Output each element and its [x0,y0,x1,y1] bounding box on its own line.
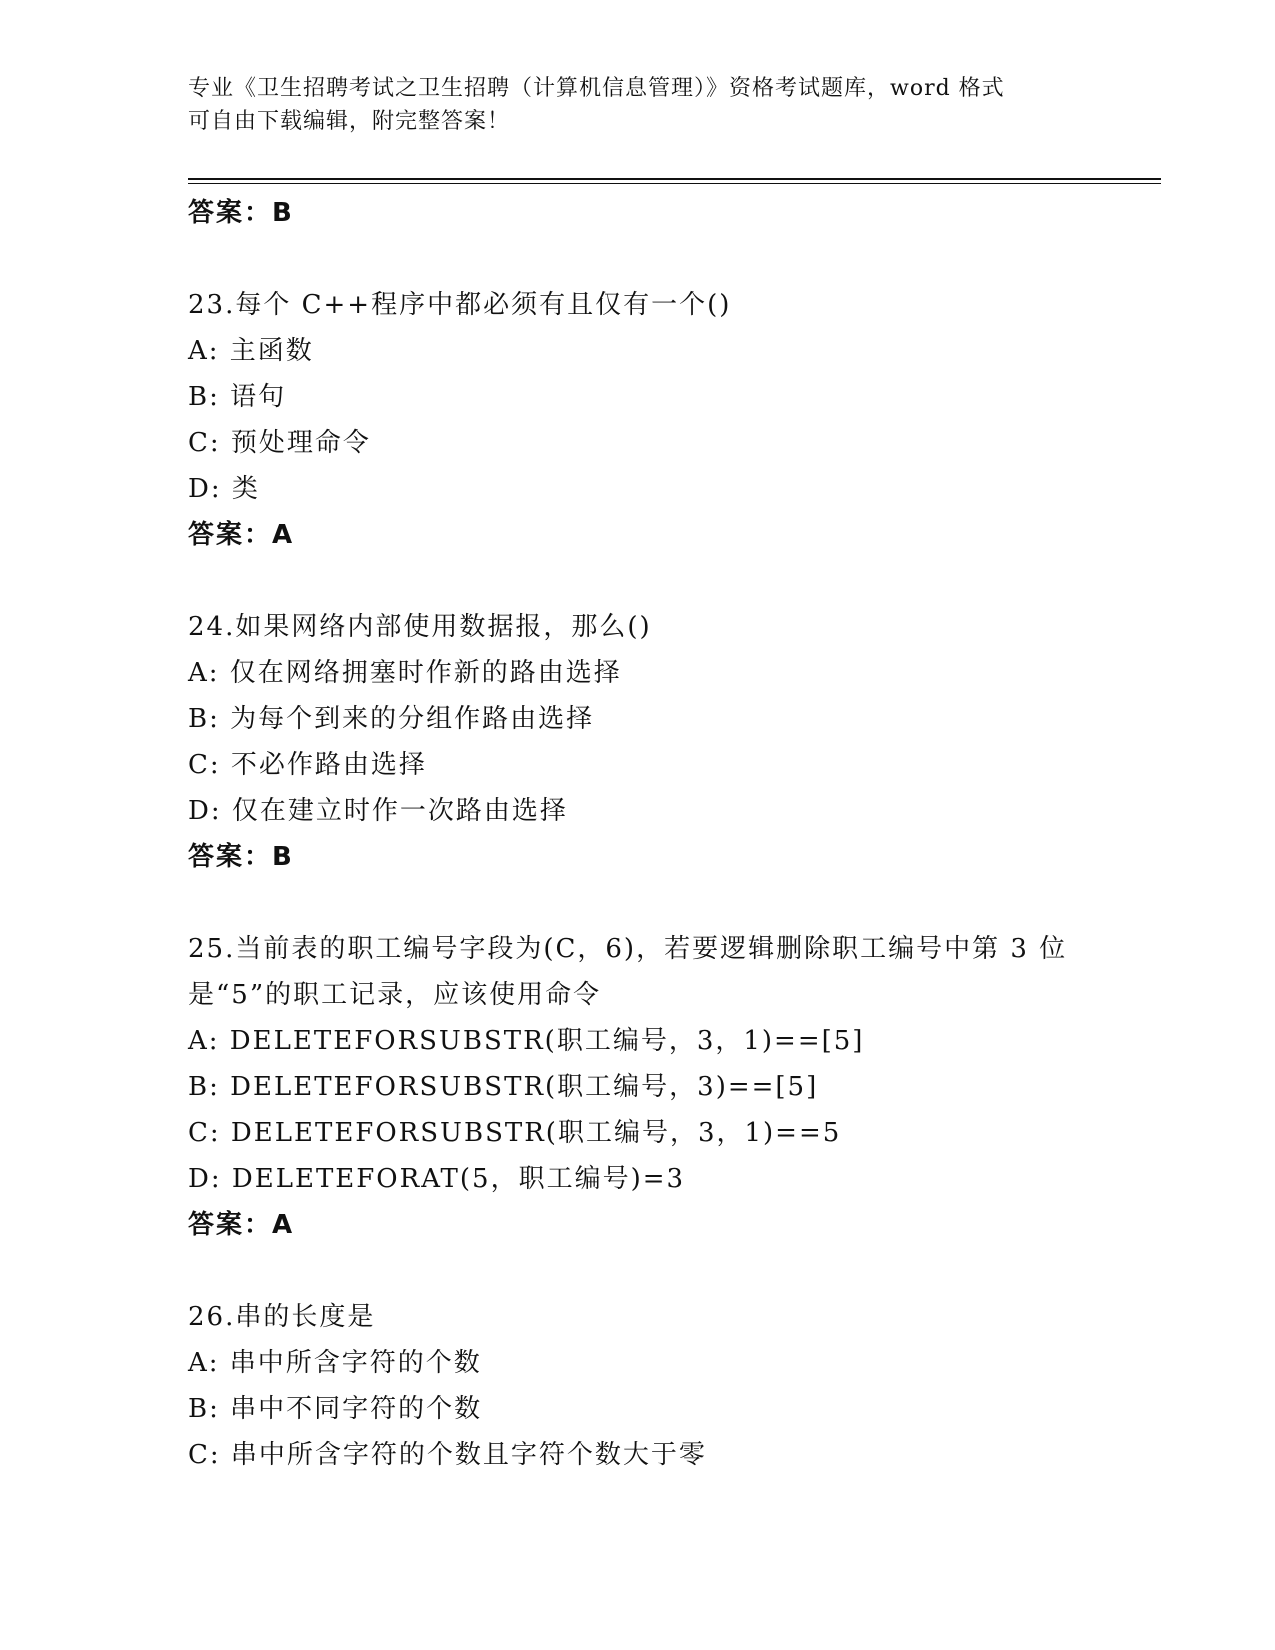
header-line-2: 可自由下载编辑，附完整答案！ [188,109,511,134]
question-content [188,190,1148,1478]
question-stem: 23.每个 C++程序中都必须有且仅有一个() [188,290,732,320]
answer-line: 答案：B [188,842,294,872]
option-b: B: 为每个到来的分组作路由选择 [188,704,595,734]
answer-line: 答案：A [188,1210,295,1240]
option-b: B: DELETEFORSUBSTR(职工编号，3)==[5] [188,1072,819,1102]
option-c: C: 串中所含字符的个数且字符个数大于零 [188,1440,707,1470]
spacer [188,880,1148,926]
question-stem: 26.串的长度是 [188,1302,376,1332]
option-c: C: 预处理命令 [188,428,371,458]
previous-answer: 答案：B [188,198,294,228]
question-stem: 25.当前表的职工编号字段为(C，6)，若要逻辑删除职工编号中第 3 位 [188,934,1068,964]
option-c: C: 不必作路由选择 [188,750,427,780]
option-b: B: 语句 [188,382,287,412]
option-a: A: 主函数 [188,336,314,366]
option-d: D: 类 [188,474,260,504]
question-block [188,604,1148,880]
option-c: C: DELETEFORSUBSTR(职工编号，3，1)==5 [188,1118,842,1148]
header-line-1: 专业《卫生招聘考试之卫生招聘（计算机信息管理）》资格考试题库，word 格式 [188,76,1005,101]
answer-line: 答案：A [188,520,295,550]
spacer [188,236,1148,282]
option-d: D: 仅在建立时作一次路由选择 [188,796,568,826]
question-block [188,926,1148,1248]
option-a: A: 串中所含字符的个数 [188,1348,482,1378]
question-stem-continued: 是“5”的职工记录，应该使用命令 [188,980,602,1010]
spacer [188,558,1148,604]
option-a: A: DELETEFORSUBSTR(职工编号，3，1)==[5] [188,1026,865,1056]
spacer [188,1248,1148,1294]
header-rule-thin [188,183,1161,184]
question-stem: 24.如果网络内部使用数据报，那么() [188,612,652,642]
option-b: B: 串中不同字符的个数 [188,1394,483,1424]
header-rule-thick [188,178,1161,180]
question-block [188,1294,1148,1478]
option-d: D: DELETEFORAT(5，职工编号)=3 [188,1164,686,1194]
document-header [188,72,1088,138]
option-a: A: 仅在网络拥塞时作新的路由选择 [188,658,622,688]
question-block [188,282,1148,558]
